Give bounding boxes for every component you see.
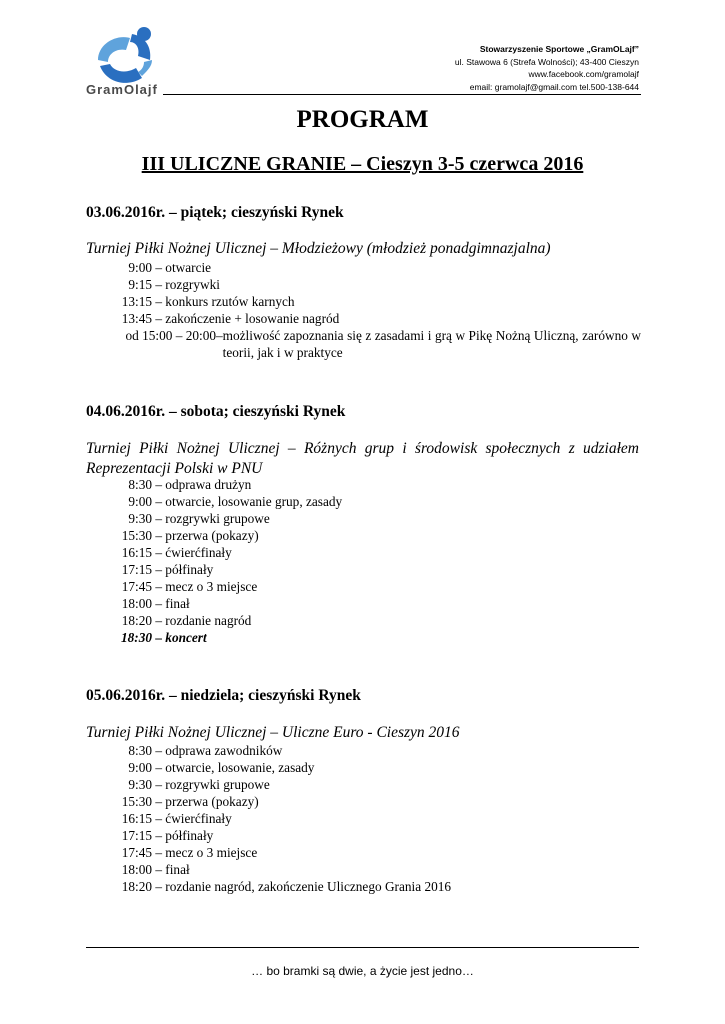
schedule-item: 18:00 – finał [121,596,190,611]
schedule-item: 9:30 – rozgrywki grupowe [128,511,270,526]
day-2-heading: 04.06.2016r. – sobota; cieszyński Rynek [86,403,346,420]
document-subtitle: III ULICZNE GRANIE – Cieszyn 3-5 czerwca 2016 [141,153,584,175]
schedule-item: 9:00 – otwarcie, losowanie, zasady [128,760,315,775]
footer-motto: … bo bramki są dwie, a życie jest jedno… [251,964,474,978]
schedule-item: 16:15 – ćwierćfinały [121,811,232,826]
header-divider [163,94,641,95]
schedule-item: 9:00 – otwarcie [128,260,212,275]
schedule-item: 17:45 – mecz o 3 miejsce [121,579,258,594]
logo-wordmark: GramOlajf [86,82,158,97]
day-3-schedule [86,742,641,895]
schedule-item: 15:30 – przerwa (pokazy) [121,528,259,543]
organization-contact: email: gramolajf@gmail.com tel.500-138-644 [469,81,639,92]
schedule-item: 8:30 – odprawa zawodników [128,743,283,758]
schedule-item: 16:15 – ćwierćfinały [121,545,232,560]
schedule-item: 8:30 – odprawa drużyn [128,477,252,492]
organization-info [455,43,639,93]
schedule-item: 17:15 – półfinały [121,828,214,843]
schedule-item: 17:45 – mecz o 3 miejsce [121,845,258,860]
schedule-item: 15:30 – przerwa (pokazy) [121,794,259,809]
schedule-item: 17:15 – półfinały [121,562,214,577]
schedule-item: 9:00 – otwarcie, losowanie grup, zasady [128,494,343,509]
organization-name: Stowarzyszenie Sportowe „GramOLajf” [479,44,639,54]
day-3-heading: 05.06.2016r. – niedziela; cieszyński Rynek [86,687,361,704]
schedule-item: 18:20 – rozdanie nagród [121,613,252,628]
organization-address: ul. Stawowa 6 (Strefa Wolności); 43-400 Cieszyn [454,56,639,67]
day-2-schedule [86,476,641,646]
schedule-item-concert: 18:30 – koncert [120,630,207,645]
organization-facebook: www.facebook.com/gramolajf [528,69,639,79]
day-3-tournament: Turniej Piłki Nożnej Ulicznej – Uliczne Euro - Cieszyn 2016 [86,724,460,741]
schedule-item: 9:30 – rozgrywki grupowe [128,777,270,792]
schedule-item: 18:00 – finał [121,862,190,877]
footer-divider [86,947,639,948]
schedule-item-long: od 15:00 – 20:00 – możliwość zapoznania się z zasadami i grą w Pikę Nożną Uliczną, zarówno w teorii, jak i w praktyce [125,328,641,360]
schedule-item: 18:20 – rozdanie nagród, zakończenie Ulicznego Grania 2016 [121,879,452,894]
schedule-item: 9:15 – rozgrywki [128,277,220,292]
schedule-item: 13:45 – zakończenie + losowanie nagród [121,311,340,326]
schedule-item: 13:15 – konkurs rzutów karnych [121,294,295,309]
day-1-schedule [86,259,641,361]
document-title: PROGRAM [296,106,429,133]
day-1-heading: 03.06.2016r. – piątek; cieszyński Rynek [86,204,344,221]
day-1-tournament: Turniej Piłki Nożnej Ulicznej – Młodzieżowy (młodzież ponadgimnazjalna) [86,240,551,257]
day-2-tournament: Turniej Piłki Nożnej Ulicznej – Różnych grup i środowisk społecznych z udziałem Reprezentacji Polski w PNU [86,440,639,477]
